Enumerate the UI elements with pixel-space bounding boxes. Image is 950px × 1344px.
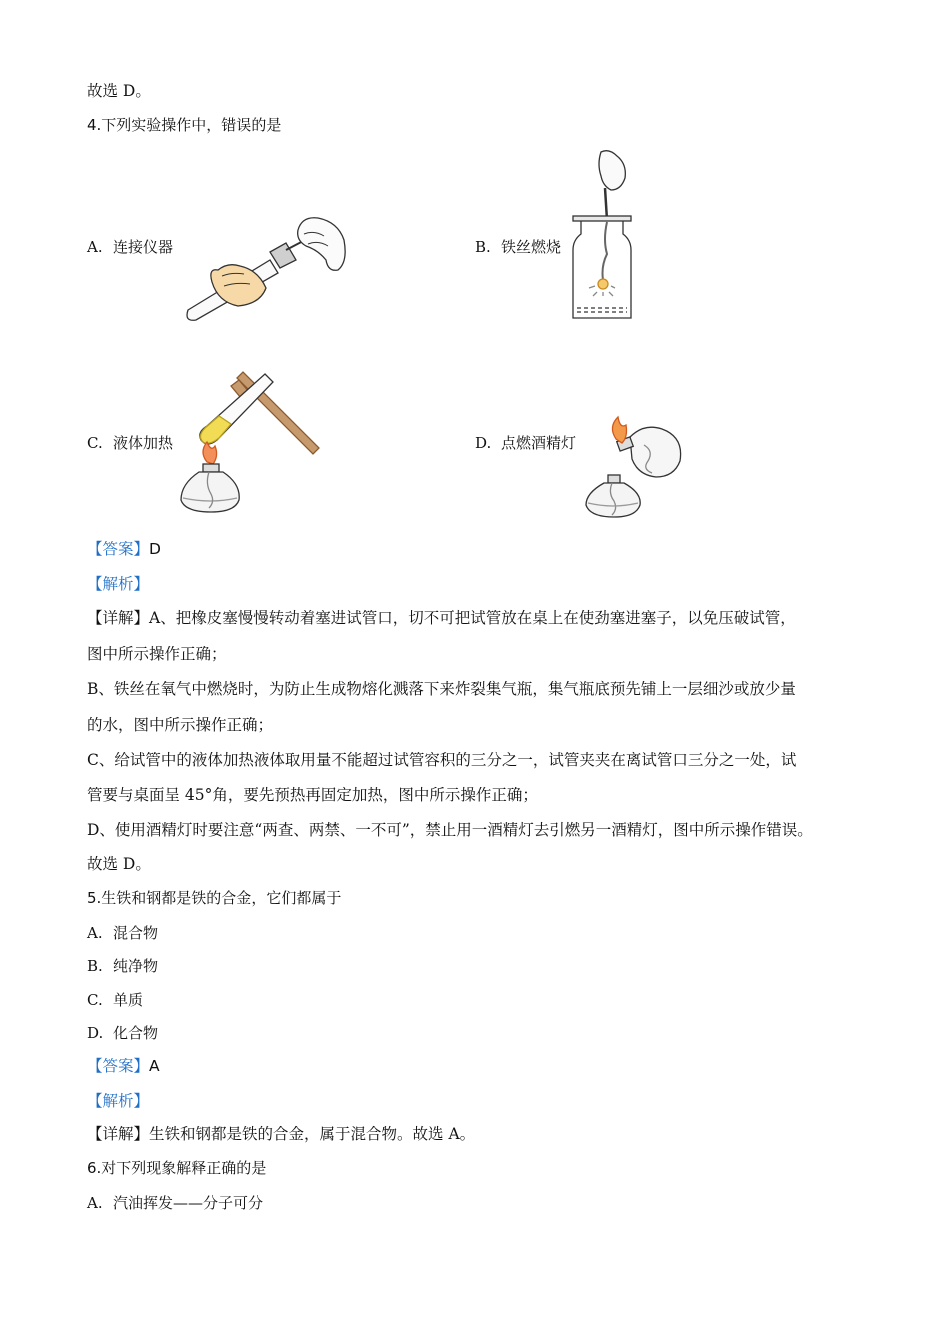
q6-option-a	[87, 1192, 263, 1214]
q5-detail-text: 生铁和钢都是铁的合金，属于混合物。故选 A。	[149, 1125, 476, 1143]
figure-heating-liquid	[175, 368, 320, 516]
q4-option-d	[475, 432, 576, 453]
q4-option-a-letter: A.	[87, 238, 103, 256]
q4-answer-value: D	[149, 540, 161, 558]
question-4-stem: 4.下列实验操作中，错误的是	[87, 116, 282, 134]
question-5-stem: 5.生铁和钢都是铁的合金，它们都属于	[87, 889, 342, 907]
q4-option-d-text: 点燃酒精灯	[501, 434, 577, 452]
q4-option-b	[475, 236, 561, 257]
q4-option-a	[87, 236, 173, 257]
question-6-stem: 6.对下列现象解释正确的是	[87, 1159, 267, 1177]
q4-detail-line-3: B、铁丝在氧气中燃烧时，为防止生成物熔化溅落下来炸裂集气瓶，集气瓶底预先铺上一层细沙或放少量	[87, 680, 796, 698]
q5-option-b	[87, 955, 158, 977]
q5-detail	[87, 1123, 475, 1145]
q5-analysis-tag: 【解析】	[87, 1092, 150, 1110]
q4-detail-line-7: D、使用酒精灯时要注意“两查、两禁、一不可”，禁止用一酒精灯去引燃另一酒精灯，图中所示操作错误。	[87, 821, 813, 839]
q4-detail-text-1: A、把橡皮塞慢慢转动着塞进试管口，切不可把试管放在桌上在使劲塞进塞子，以免压破试管，	[149, 609, 796, 627]
q4-detail-line-6: 管要与桌面呈 45°角，要先预热再固定加热，图中所示操作正确；	[87, 786, 538, 804]
q4-answer	[87, 538, 161, 560]
q4-analysis-tag: 【解析】	[87, 575, 150, 593]
q6-option-a-letter: A.	[87, 1194, 103, 1212]
q5-option-b-text: 纯净物	[113, 957, 159, 975]
q4-option-d-letter: D.	[475, 434, 492, 452]
q4-detail-tag: 【详解】	[87, 609, 150, 627]
prev-conclusion: 故选 D。	[87, 82, 151, 100]
q4-detail-line-2: 图中所示操作正确；	[87, 645, 227, 663]
q5-option-a-text: 混合物	[113, 924, 159, 942]
q6-option-a-text: 汽油挥发——分子可分	[113, 1194, 264, 1212]
q4-detail-line-4: 的水，图中所示操作正确；	[87, 716, 274, 734]
q4-option-a-text: 连接仪器	[113, 238, 174, 256]
q5-option-a-letter: A.	[87, 924, 103, 942]
q5-answer-value: A	[149, 1057, 160, 1075]
q4-option-c-letter: C.	[87, 434, 103, 452]
q5-option-d	[87, 1022, 158, 1044]
q5-option-c	[87, 989, 143, 1011]
q5-option-b-letter: B.	[87, 957, 103, 975]
q5-option-a	[87, 922, 158, 944]
q4-answer-tag: 【答案】	[87, 540, 150, 558]
q5-option-d-letter: D.	[87, 1024, 104, 1042]
q5-option-c-text: 单质	[113, 991, 144, 1009]
q4-conclusion: 故选 D。	[87, 855, 151, 873]
q5-answer	[87, 1055, 160, 1077]
q4-option-b-text: 铁丝燃烧	[501, 238, 562, 256]
q5-detail-tag: 【详解】	[87, 1125, 150, 1143]
figure-iron-wire-burning	[565, 150, 637, 322]
q4-option-c	[87, 432, 173, 453]
figure-lighting-alcohol-lamp	[582, 415, 690, 520]
q4-option-c-text: 液体加热	[113, 434, 174, 452]
q4-detail-line-5: C、给试管中的液体加热液体取用量不能超过试管容积的三分之一，试管夹夹在离试管口三分之一处，试	[87, 751, 797, 769]
q5-answer-tag: 【答案】	[87, 1057, 150, 1075]
q5-option-d-text: 化合物	[113, 1024, 159, 1042]
figure-connect-instruments	[178, 210, 350, 322]
q4-detail-line-1	[87, 607, 796, 629]
q4-option-b-letter: B.	[475, 238, 491, 256]
q5-option-c-letter: C.	[87, 991, 103, 1009]
